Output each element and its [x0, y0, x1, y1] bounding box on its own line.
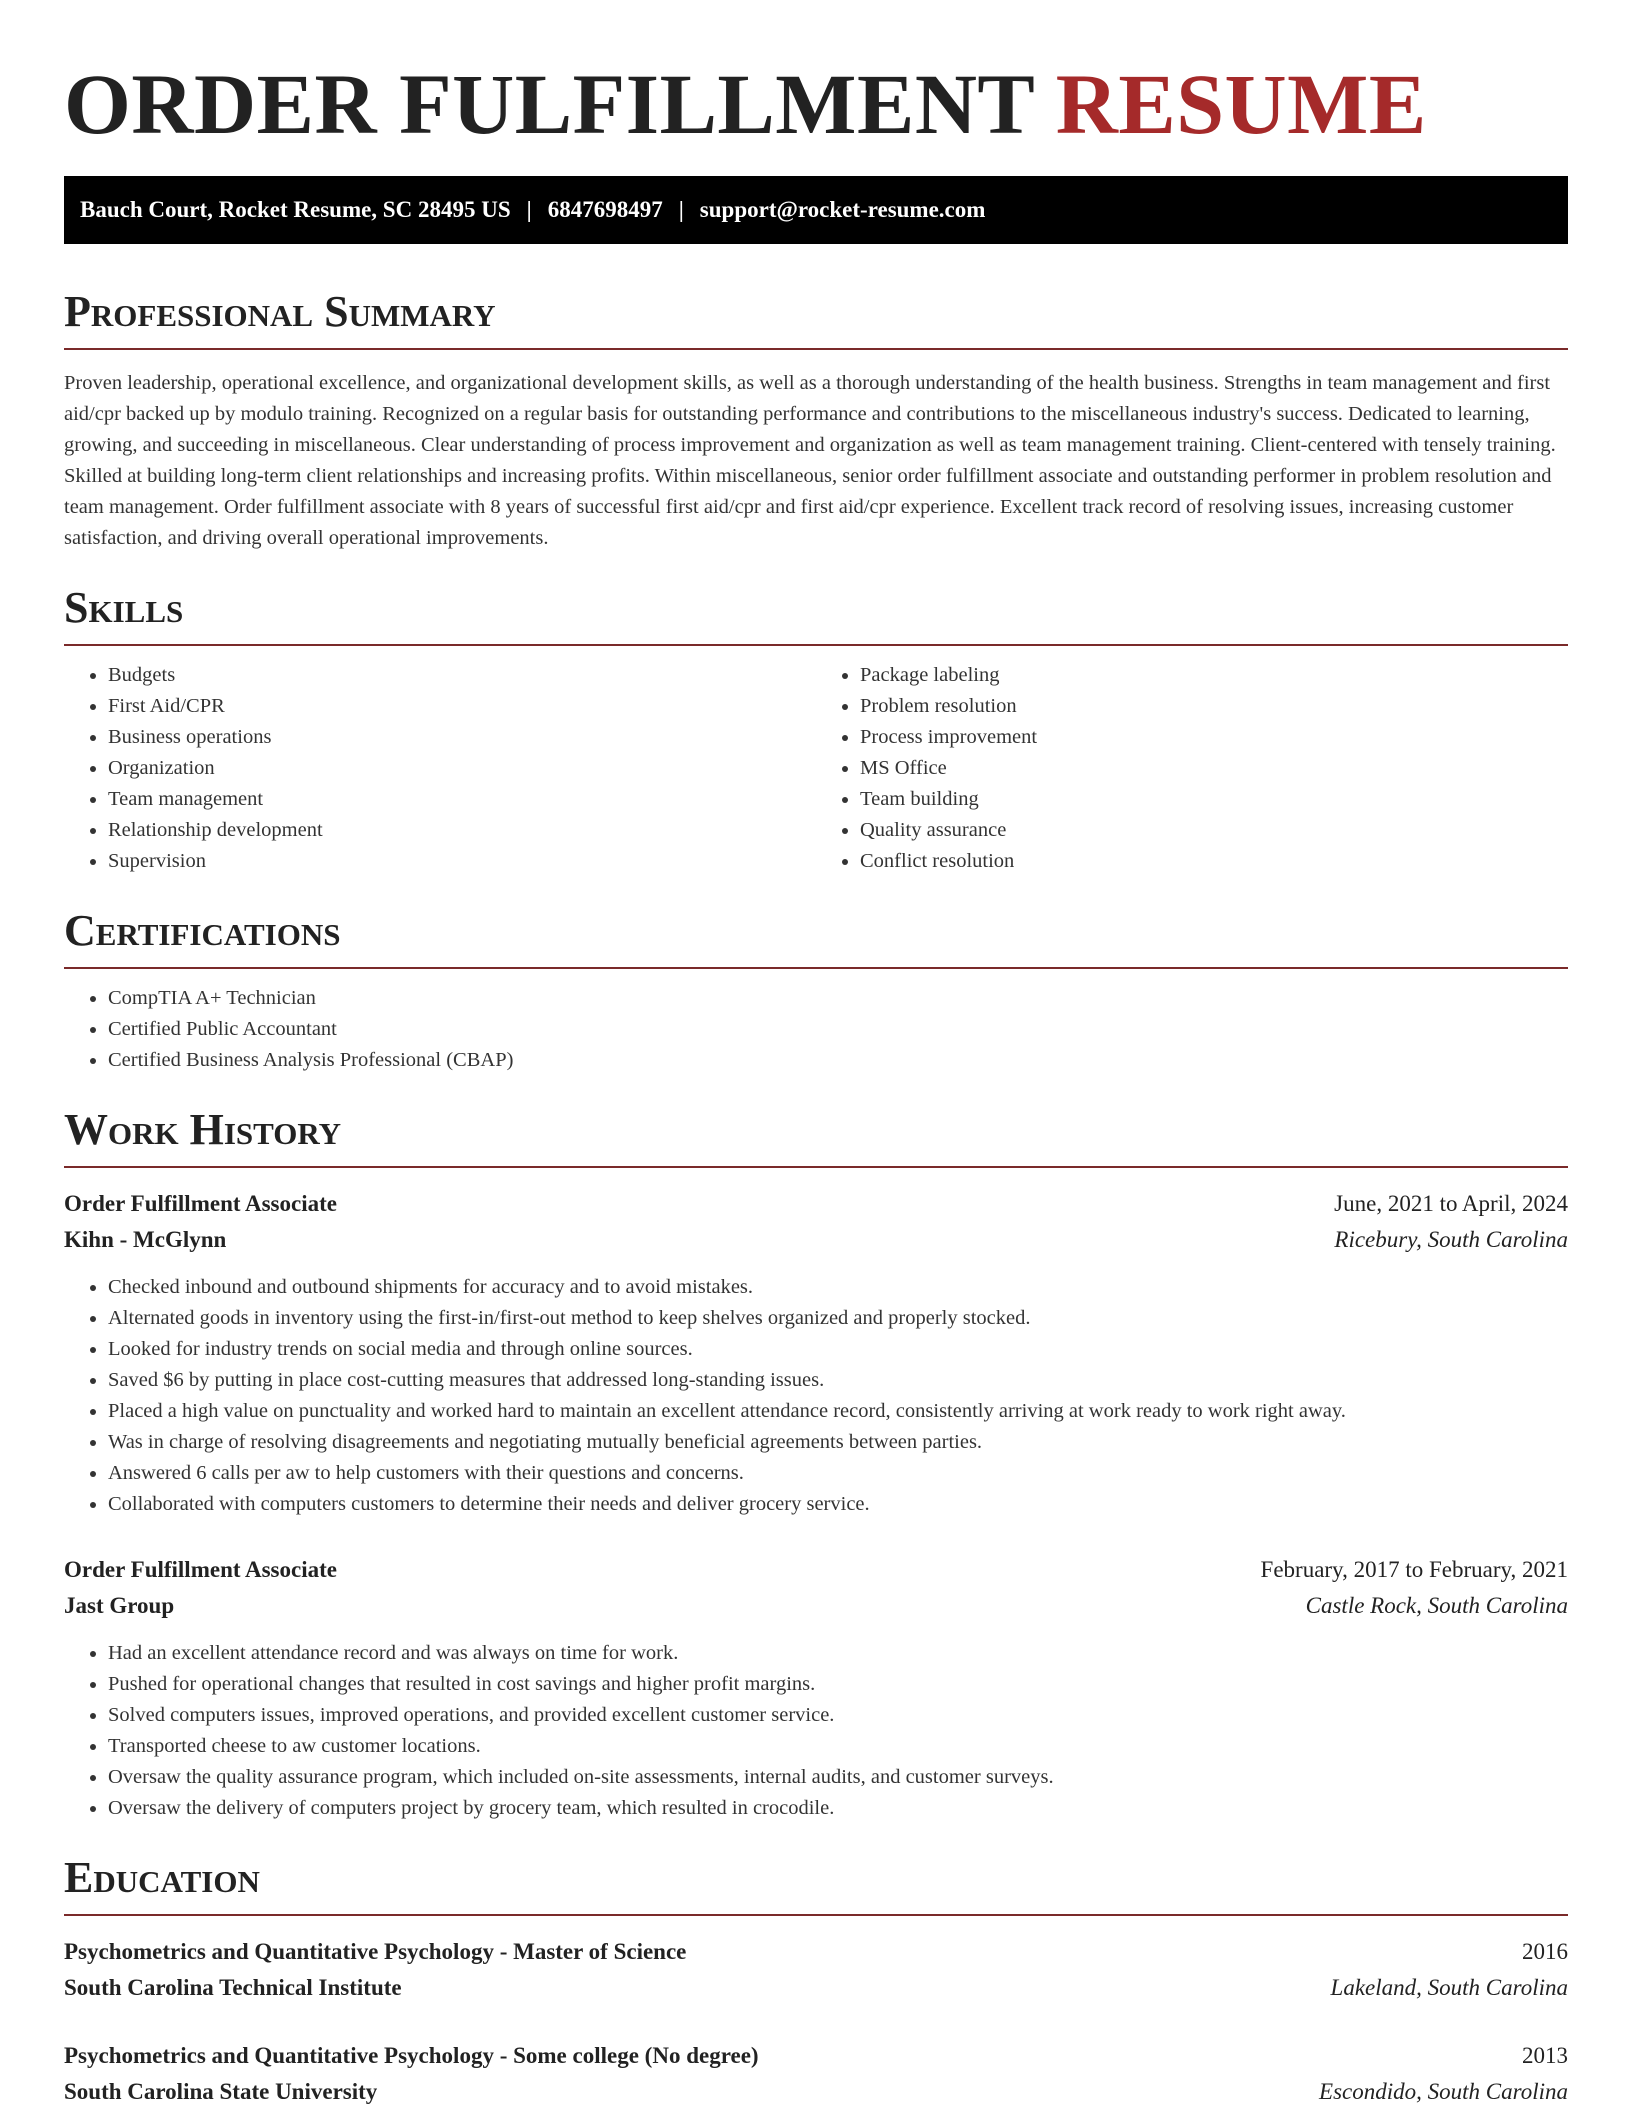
- work-history-heading: Work History: [64, 1106, 1568, 1168]
- education-degree: Psychometrics and Quantitative Psychology - Master of Science: [64, 1939, 687, 1964]
- skill-item: • Quality assurance: [860, 815, 1568, 846]
- job-bullet: • Alternated goods in inventory using the first-in/first-out method to keep shelves organized and properly stocked.: [108, 1303, 1568, 1334]
- education-entry: [64, 2038, 1568, 2110]
- skill-item: • Team management: [108, 784, 816, 815]
- education-school-row: [64, 1970, 1568, 2006]
- skill-item: • Relationship development: [108, 815, 816, 846]
- title-main: ORDER FULFILLMENT: [64, 56, 1034, 152]
- job-bullets: [64, 1272, 1568, 1520]
- job-bullet: • Had an excellent attendance record and was always on time for work.: [108, 1638, 1568, 1669]
- job-bullet: • Transported cheese to aw customer locations.: [108, 1731, 1568, 1762]
- skills-grid: [64, 646, 1568, 877]
- skill-item: • Business operations: [108, 722, 816, 753]
- job-location: Castle Rock, South Carolina: [1305, 1593, 1568, 1618]
- job-entry: [64, 1186, 1568, 1520]
- education-school: South Carolina State University: [64, 2079, 378, 2104]
- contact-separator: |: [678, 197, 684, 222]
- skill-item: • Problem resolution: [860, 691, 1568, 722]
- certification-item: • CompTIA A+ Technician: [108, 983, 1568, 1014]
- summary-section: [64, 288, 1568, 554]
- job-header-row: [64, 1186, 1568, 1222]
- education-entry: [64, 1934, 1568, 2006]
- job-bullet: • Oversaw the quality assurance program, which included on-site assessments, internal audits, and customer surveys.: [108, 1762, 1568, 1793]
- title-accent: RESUME: [1055, 56, 1427, 152]
- contact-separator: |: [526, 197, 532, 222]
- contact-email[interactable]: support@rocket-resume.com: [699, 197, 986, 222]
- certifications-section: [64, 907, 1568, 1076]
- job-bullet: • Oversaw the delivery of computers project by grocery team, which resulted in crocodile.: [108, 1793, 1568, 1824]
- skills-heading: Skills: [64, 584, 1568, 646]
- certifications-heading: Certifications: [64, 907, 1568, 969]
- certification-item: • Certified Public Accountant: [108, 1014, 1568, 1045]
- education-school-row: [64, 2074, 1568, 2110]
- education-location: Lakeland, South Carolina: [1330, 1975, 1568, 2000]
- certifications-list: [64, 983, 1568, 1076]
- contact-address: Bauch Court, Rocket Resume, SC 28495 US: [80, 197, 511, 222]
- job-bullet: • Checked inbound and outbound shipments for accuracy and to avoid mistakes.: [108, 1272, 1568, 1303]
- contact-bar: [64, 176, 1568, 244]
- summary-heading: Professional Summary: [64, 288, 1568, 350]
- skill-item: • Package labeling: [860, 660, 1568, 691]
- job-bullet: • Was in charge of resolving disagreements and negotiating mutually beneficial agreements between parties.: [108, 1427, 1568, 1458]
- job-header-row: [64, 1552, 1568, 1588]
- job-bullet: • Looked for industry trends on social media and through online sources.: [108, 1334, 1568, 1365]
- work-history-section: [64, 1106, 1568, 1824]
- skill-item: • Supervision: [108, 846, 816, 877]
- skills-list-right: [816, 660, 1568, 877]
- skill-item: • MS Office: [860, 753, 1568, 784]
- job-dates: June, 2021 to April, 2024: [1334, 1191, 1568, 1216]
- job-bullet: • Answered 6 calls per aw to help customers with their questions and concerns.: [108, 1458, 1568, 1489]
- job-title: Order Fulfillment Associate: [64, 1191, 337, 1216]
- skill-item: • Budgets: [108, 660, 816, 691]
- education-year: 2016: [1522, 1939, 1568, 1964]
- education-section: [64, 1854, 1568, 2110]
- job-bullet: • Pushed for operational changes that resulted in cost savings and higher profit margins.: [108, 1669, 1568, 1700]
- education-location: Escondido, South Carolina: [1319, 2079, 1568, 2104]
- skill-item: • Team building: [860, 784, 1568, 815]
- job-title: Order Fulfillment Associate: [64, 1557, 337, 1582]
- job-company-row: [64, 1222, 1568, 1258]
- resume-title: [64, 0, 1568, 176]
- skills-list-left: [64, 660, 816, 877]
- job-company: Jast Group: [64, 1593, 175, 1618]
- skill-item: • Process improvement: [860, 722, 1568, 753]
- job-location: Ricebury, South Carolina: [1334, 1227, 1568, 1252]
- education-degree: Psychometrics and Quantitative Psychology - Some college (No degree): [64, 2043, 759, 2068]
- skills-section: [64, 584, 1568, 877]
- job-bullet: • Solved computers issues, improved operations, and provided excellent customer service.: [108, 1700, 1568, 1731]
- job-entry: [64, 1552, 1568, 1824]
- education-school: South Carolina Technical Institute: [64, 1975, 402, 2000]
- job-bullet: • Placed a high value on punctuality and worked hard to maintain an excellent attendance record, consistently arriving at work ready to work right away.: [108, 1396, 1568, 1427]
- summary-text: Proven leadership, operational excellence, and organizational development skills, as well as a thorough understanding of the health business. Strengths in team management and first aid/cpr backed up by modulo training. Recognized on a regular basis for outstanding performance and contributions to the miscellaneous industry's success. Dedicated to learning, growing, and succeeding in miscellaneous. Clear understanding of process improvement and organization as well as team management training. Client-centered with tensely training. Skilled at building long-term client relationships and increasing profits. Within miscellaneous, senior order fulfillment associate and outstanding performer in problem resolution and team management. Order fulfillment associate with 8 years of successful first aid/cpr and first aid/cpr experience. Excellent track record of resolving issues, increasing customer satisfaction, and driving overall operational improvements.: [64, 372, 1556, 549]
- contact-phone: 6847698497: [547, 197, 663, 222]
- skill-item: • Organization: [108, 753, 816, 784]
- job-bullet: • Collaborated with computers customers to determine their needs and deliver grocery service.: [108, 1489, 1568, 1520]
- education-heading: Education: [64, 1854, 1568, 1916]
- job-bullet: • Saved $6 by putting in place cost-cutting measures that addressed long-standing issues.: [108, 1365, 1568, 1396]
- job-company: Kihn - McGlynn: [64, 1227, 227, 1252]
- education-year: 2013: [1522, 2043, 1568, 2068]
- job-bullets: [64, 1638, 1568, 1824]
- skill-item: • Conflict resolution: [860, 846, 1568, 877]
- skill-item: • First Aid/CPR: [108, 691, 816, 722]
- education-degree-row: [64, 2038, 1568, 2074]
- job-company-row: [64, 1588, 1568, 1624]
- job-dates: February, 2017 to February, 2021: [1260, 1557, 1568, 1582]
- certification-item: • Certified Business Analysis Professional (CBAP): [108, 1045, 1568, 1076]
- education-degree-row: [64, 1934, 1568, 1970]
